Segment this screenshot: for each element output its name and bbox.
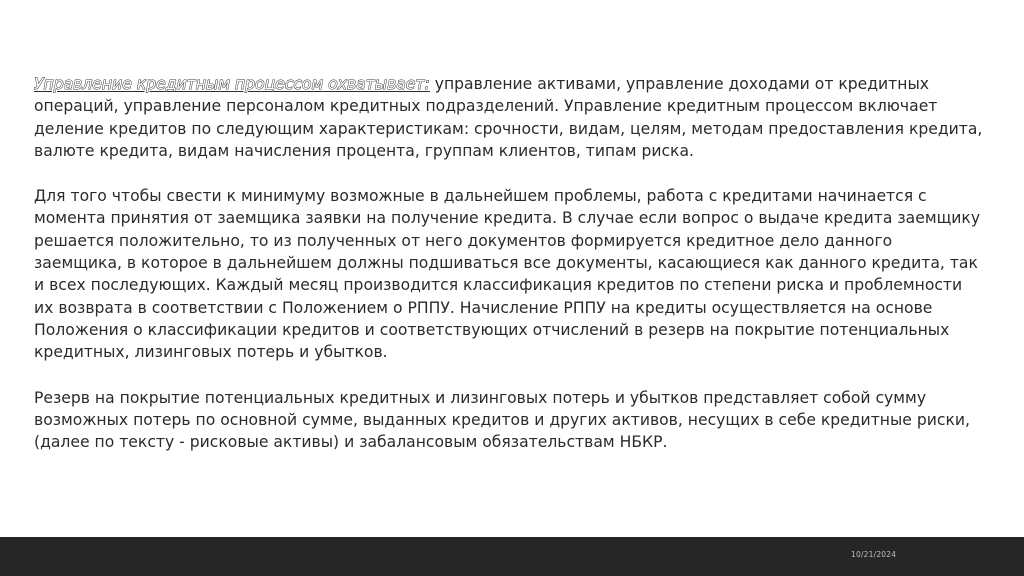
- paragraph-loss-reserve: [34, 387, 984, 454]
- footer-bar: [0, 537, 1024, 576]
- paragraph-text: управление активами, управление доходами от кредитных операций, управление персоналом кредитных подразделений. Управление кредитным процессом включает деление кредитов по следующим характеристикам: срочности, видам, целям, методам предоставления кредита, валюте кредита, видам начисления процента, группам клиентов, типам риска.: [34, 75, 983, 160]
- paragraph-text: Резерв на покрытие потенциальных кредитных и лизинговых потерь и убытков представляет собой сумму возможных потерь по основной сумме, выданных кредитов и других активов, несущих в себе кредитные риски, (далее по тексту - рисковые активы) и забалансовым обязательствам НБКР.: [34, 388, 970, 452]
- paragraph-text: Для того чтобы свести к минимуму возможные в дальнейшем проблемы, работа с кредитами начинается с момента принятия от заемщика заявки на получение кредита. В случае если вопрос о выдаче кредита заемщику решается положительно, то из полученных от него документов формируется кредитное дело данного заемщика, в которое в дальнейшем должны подшиваться все документы, касающиеся как данного кредита, так и всех последующих. Каждый месяц производится классификация кредитов по степени риска и проблемности их возврата в соответствии с Положением о РППУ. Начисление РППУ на кредиты осуществляется на основе Положения о классификации кредитов и соответствующих отчислений в резерв на покрытие потенциальных кредитных, лизинговых потерь и убытков.: [34, 187, 981, 362]
- footer-date: 10/21/2024: [851, 550, 897, 559]
- paragraph-credit-process-scope: [34, 73, 984, 162]
- paragraph-credit-workflow: [34, 185, 984, 363]
- slide-body: [34, 73, 984, 476]
- paragraph-lead-heading: Управление кредитным процессом охватывает:: [34, 75, 430, 93]
